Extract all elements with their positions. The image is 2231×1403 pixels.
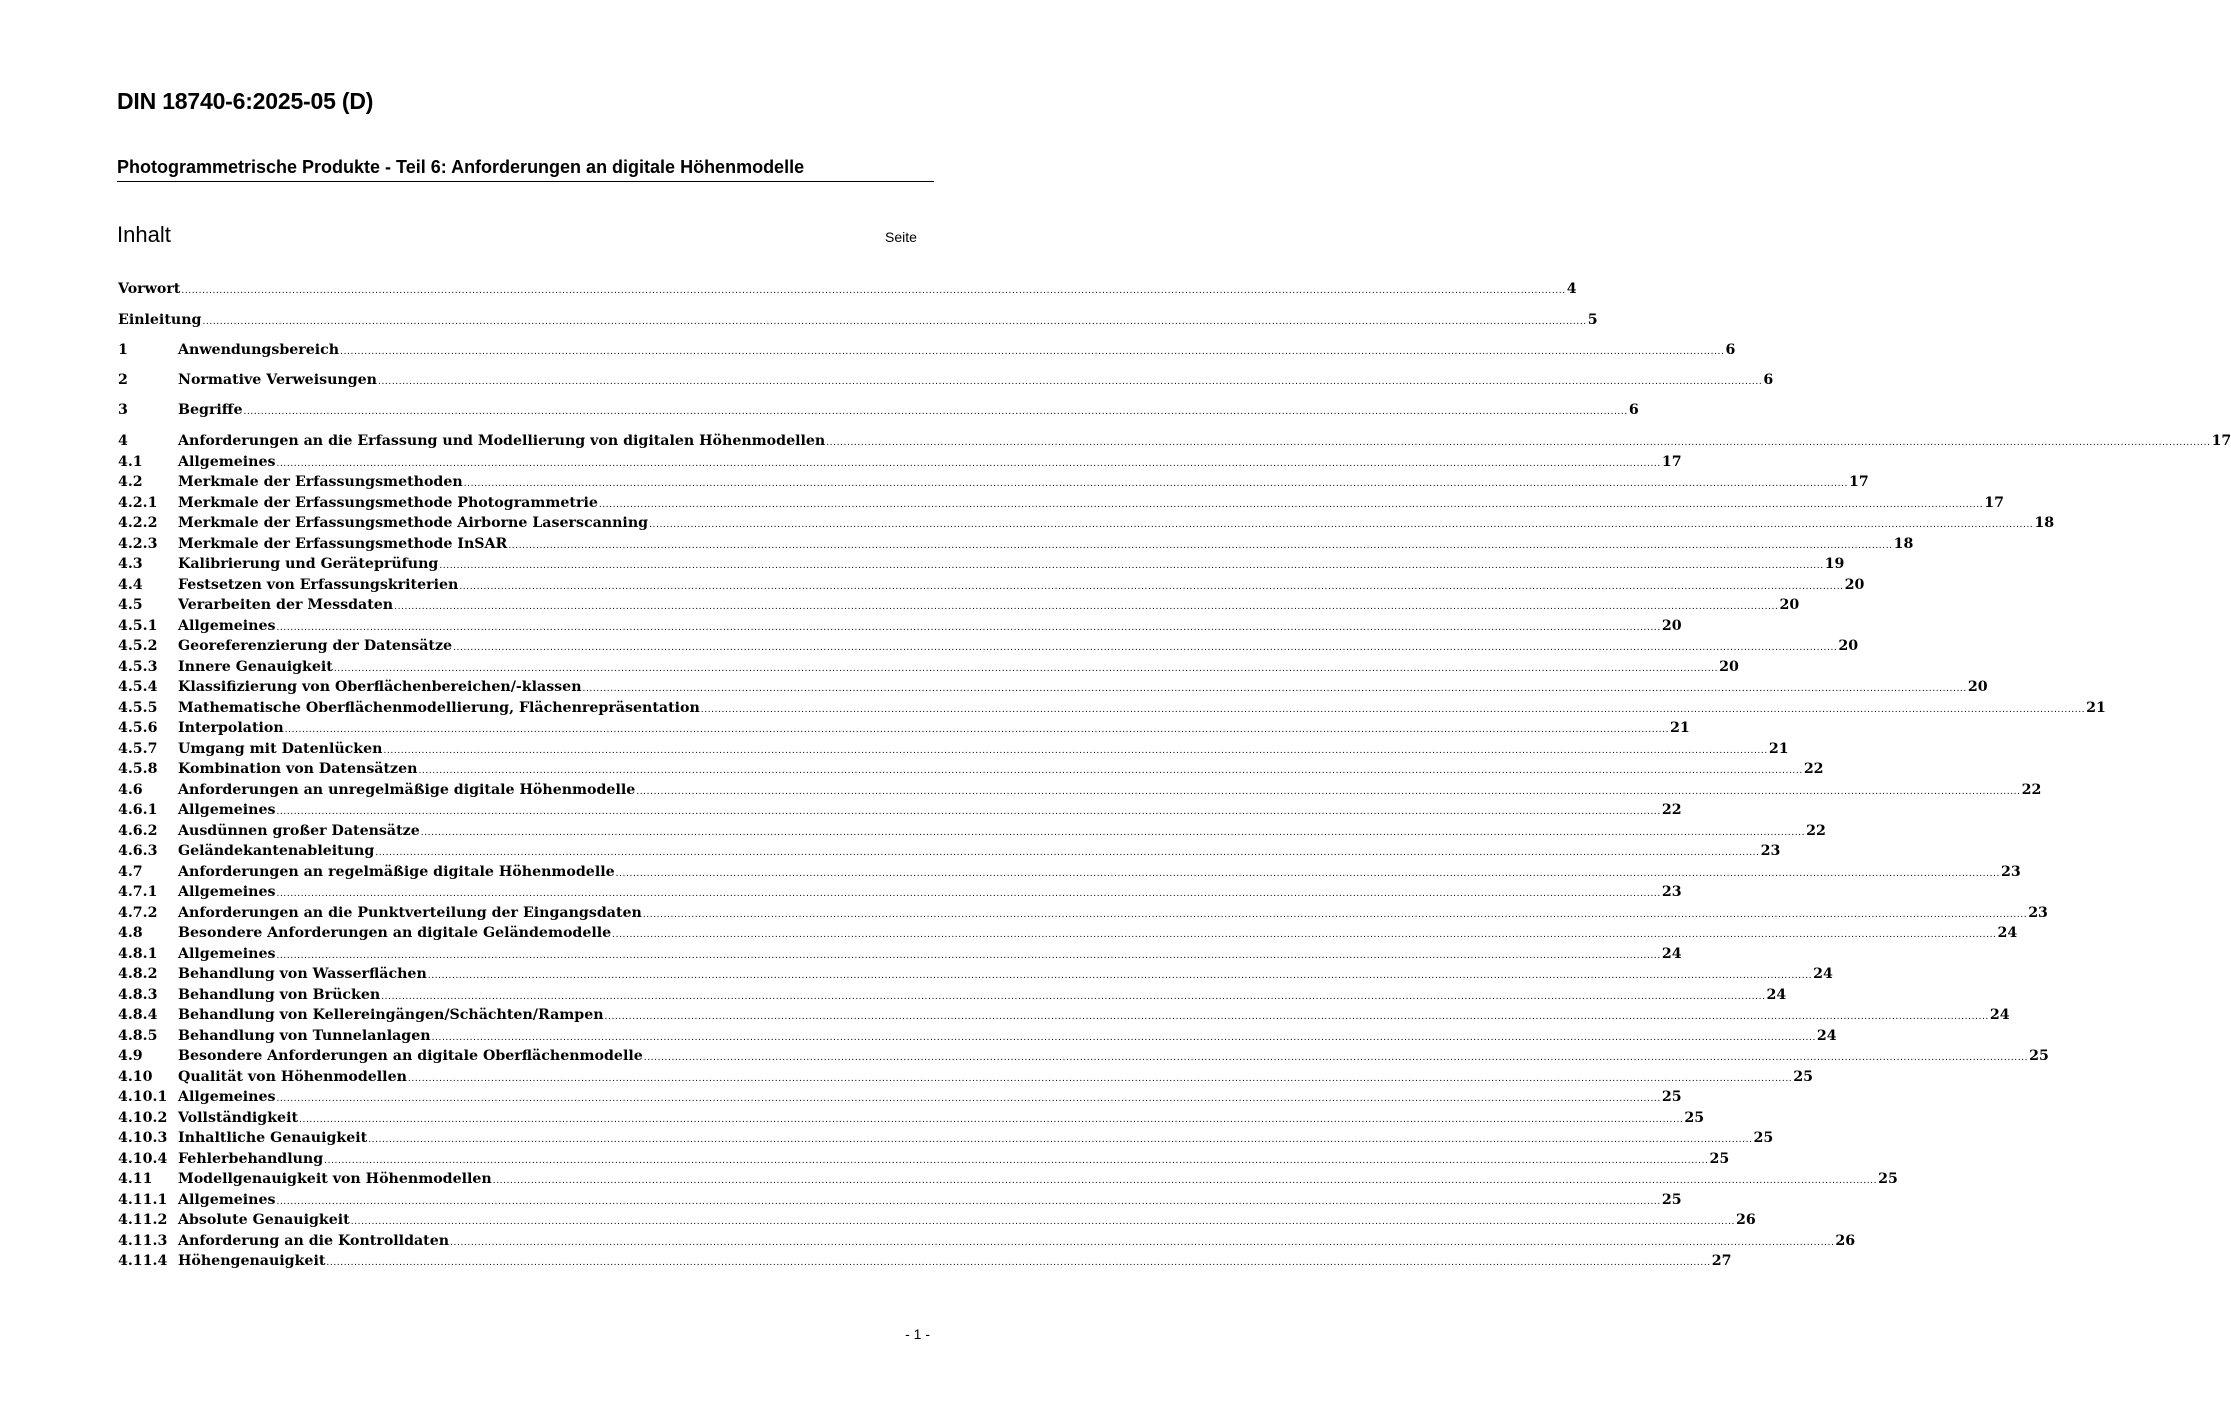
page-number: - 1 - xyxy=(905,1326,930,1342)
toc-entry-number: 4.9 xyxy=(118,1048,143,1064)
toc-leader-dots: ................................................................................................................................................................................................................................................................................................................................................................................................................ xyxy=(394,602,1779,612)
toc-entry-number: 4.6.2 xyxy=(118,822,158,839)
toc-entry-page: 22 xyxy=(2021,781,2042,798)
toc-leader-dots: ................................................................................................................................................................................................................................................................................................................................................................................................................ xyxy=(643,1053,2029,1063)
toc-entry-number: 4.7 xyxy=(118,863,143,880)
toc-entry[interactable] xyxy=(118,534,1914,554)
toc-entry-page: 24 xyxy=(1989,1007,2010,1023)
toc-leader-dots: ................................................................................................................................................................................................................................................................................................................................................................................................................ xyxy=(340,347,1725,357)
toc-entry[interactable] xyxy=(118,780,2042,800)
toc-entry[interactable] xyxy=(118,923,2018,943)
toc-entry-number: 4.10 xyxy=(118,1068,153,1085)
toc-leader-dots: ................................................................................................................................................................................................................................................................................................................................................................................................................ xyxy=(453,643,1838,653)
toc-leader-dots: ................................................................................................................................................................................................................................................................................................................................................................................................................ xyxy=(326,1258,1711,1268)
toc-leader-dots: ................................................................................................................................................................................................................................................................................................................................................................................................................ xyxy=(276,458,1661,469)
toc-leader-dots: ................................................................................................................................................................................................................................................................................................................................................................................................................ xyxy=(407,1073,1793,1084)
toc-entry-page: 19 xyxy=(1824,556,1845,572)
toc-entry-title: Absolute Genauigkeit xyxy=(178,1212,350,1228)
toc-entry[interactable] xyxy=(118,616,1682,636)
toc-leader-dots: ................................................................................................................................................................................................................................................................................................................................................................................................................ xyxy=(439,561,1824,571)
toc-entry-title: Behandlung von Brücken xyxy=(178,986,381,1003)
toc-entry-title: Höhengenauigkeit xyxy=(178,1253,326,1269)
toc-entry-number: 4.6.3 xyxy=(118,843,158,859)
toc-entry-page: 24 xyxy=(1766,986,1787,1003)
toc-leader-dots: ................................................................................................................................................................................................................................................................................................................................................................................................................ xyxy=(284,725,1670,735)
toc-entry[interactable] xyxy=(118,1190,1682,1210)
toc-leader-dots: ................................................................................................................................................................................................................................................................................................................................................................................................................ xyxy=(604,1012,1989,1022)
toc-entry-title: Merkmale der Erfassungsmethode Photogrammetrie xyxy=(178,494,598,511)
toc-entry[interactable] xyxy=(118,1005,2010,1025)
toc-entry-page: 20 xyxy=(1967,679,1988,695)
toc-entry-page: 22 xyxy=(1661,802,1682,818)
toc-entry[interactable] xyxy=(118,657,1739,677)
toc-entry-number: 4.11 xyxy=(118,1171,153,1187)
toc-entry[interactable] xyxy=(118,903,2048,923)
toc-entry[interactable] xyxy=(118,800,1682,820)
toc-entry-page: 25 xyxy=(1793,1068,1814,1085)
toc-leader-dots: ................................................................................................................................................................................................................................................................................................................................................................................................................ xyxy=(333,663,1719,674)
toc-entry[interactable] xyxy=(118,1067,1814,1087)
toc-entry-number: 4.5.6 xyxy=(118,720,158,736)
toc-entry-page: 22 xyxy=(1806,822,1826,839)
toc-leader-dots: ................................................................................................................................................................................................................................................................................................................................................................................................................ xyxy=(450,1237,1835,1248)
toc-entry-number: 4.7.2 xyxy=(118,904,158,921)
toc-entry[interactable] xyxy=(118,472,1869,492)
toc-entry-title: Georeferenzierung der Datensätze xyxy=(178,638,453,654)
toc-entry-number: 4.2 xyxy=(118,474,143,490)
toc-leader-dots: ................................................................................................................................................................................................................................................................................................................................................................................................................ xyxy=(243,407,1628,417)
toc-page-column-label: Seite xyxy=(885,229,917,245)
toc-leader-dots: ................................................................................................................................................................................................................................................................................................................................................................................................................ xyxy=(276,1196,1661,1207)
toc-entry-number: 4.10.2 xyxy=(118,1109,168,1126)
toc-entry-page: 20 xyxy=(1719,658,1739,675)
toc-leader-dots: ................................................................................................................................................................................................................................................................................................................................................................................................................ xyxy=(427,971,1813,981)
toc-entry-title: Anforderungen an regelmäßige digitale Höhenmodelle xyxy=(178,863,615,880)
toc-leader-dots: ................................................................................................................................................................................................................................................................................................................................................................................................................ xyxy=(649,520,2034,530)
toc-entry[interactable] xyxy=(118,1231,1856,1251)
toc-entry[interactable] xyxy=(118,493,2004,513)
toc-entry-number: 4.8 xyxy=(118,925,143,941)
toc-entry-title: Besondere Anforderungen an digitale Oberflächenmodelle xyxy=(178,1048,643,1064)
toc-entry-number: 4.7.1 xyxy=(118,884,158,900)
toc-entry-title: Behandlung von Kellereingängen/Schächten/Rampen xyxy=(178,1007,604,1023)
toc-entry-title: Verarbeiten der Messdaten xyxy=(178,597,394,613)
toc-entry-title: Klassifizierung von Oberflächenbereichen/-klassen xyxy=(178,679,582,695)
toc-entry-number: 4.11.3 xyxy=(118,1232,168,1249)
toc-entry[interactable] xyxy=(118,1169,1898,1189)
toc-entry-number: 4.6 xyxy=(118,781,143,798)
toc-entry[interactable] xyxy=(118,739,1789,759)
toc-leader-dots: ................................................................................................................................................................................................................................................................................................................................................................................................................ xyxy=(350,1217,1736,1227)
toc-entry[interactable] xyxy=(118,841,1781,861)
toc-entry-number: 4.3 xyxy=(118,556,143,572)
toc-entry-page: 21 xyxy=(1768,740,1789,757)
toc-entry[interactable] xyxy=(118,698,2106,718)
toc-entry-title: Vorwort xyxy=(118,281,181,297)
toc-entry[interactable] xyxy=(118,759,1824,779)
toc-entry[interactable] xyxy=(118,1128,1774,1148)
toc-entry-number: 4.2.3 xyxy=(118,535,158,552)
toc-entry-number: 4.5.8 xyxy=(118,761,158,777)
toc-leader-dots: ................................................................................................................................................................................................................................................................................................................................................................................................................ xyxy=(826,438,2211,448)
toc-entry-title: Allgemeines xyxy=(178,1089,276,1105)
toc-entry[interactable] xyxy=(118,370,1774,390)
toc-entry-page: 20 xyxy=(1779,597,1800,613)
toc-entry-number: 4.2.1 xyxy=(118,494,158,511)
toc-entry-page: 24 xyxy=(1661,945,1682,962)
toc-leader-dots: ................................................................................................................................................................................................................................................................................................................................................................................................................ xyxy=(582,684,1967,694)
toc-entry-number: 4.11.1 xyxy=(118,1191,168,1208)
toc-entry[interactable] xyxy=(118,575,1865,595)
toc-entry-title: Normative Verweisungen xyxy=(178,372,377,388)
toc-heading: Inhalt xyxy=(117,222,171,247)
toc-entry-title: Anforderung an die Kontrolldaten xyxy=(178,1232,450,1249)
toc-entry-title: Anwendungsbereich xyxy=(178,342,340,358)
toc-entry-title: Festsetzen von Erfassungskriterien xyxy=(178,576,459,593)
toc-entry[interactable] xyxy=(118,862,2021,882)
toc-entry-title: Allgemeines xyxy=(178,453,276,470)
toc-entry-page: 25 xyxy=(1709,1150,1730,1167)
toc-leader-dots: ................................................................................................................................................................................................................................................................................................................................................................................................................ xyxy=(375,848,1760,858)
toc-entry[interactable] xyxy=(118,1087,1682,1107)
toc-entry-number: 4.5.7 xyxy=(118,740,158,757)
toc-entry-page: 23 xyxy=(2000,863,2021,880)
toc-leader-dots: ................................................................................................................................................................................................................................................................................................................................................................................................................ xyxy=(418,766,1803,776)
toc-entry-number: 4.10.4 xyxy=(118,1150,168,1167)
toc-entry[interactable] xyxy=(118,821,1826,841)
toc-entry-page: 24 xyxy=(1813,966,1833,982)
toc-entry-number: 4.8.5 xyxy=(118,1027,158,1044)
toc-entry[interactable] xyxy=(118,310,1598,330)
toc-entry-title: Kombination von Datensätzen xyxy=(178,761,418,777)
toc-entry-number: 4.1 xyxy=(118,453,143,470)
toc-leader-dots: ................................................................................................................................................................................................................................................................................................................................................................................................................ xyxy=(612,930,1997,940)
toc-entry-page: 4 xyxy=(1566,281,1577,297)
toc-entry-number: 4.5.1 xyxy=(118,617,158,634)
toc-entry[interactable] xyxy=(118,279,1577,299)
toc-entry-number: 2 xyxy=(118,372,128,388)
toc-entry-number: 4.5.3 xyxy=(118,658,158,675)
toc-entry-title: Allgemeines xyxy=(178,884,276,900)
document-title: DIN 18740-6:2025-05 (D) xyxy=(117,88,374,114)
toc-entry-number: 4.5.4 xyxy=(118,679,158,695)
toc-leader-dots: ................................................................................................................................................................................................................................................................................................................................................................................................................ xyxy=(202,317,1587,327)
toc-entry-page: 20 xyxy=(1661,617,1682,634)
toc-entry-page: 18 xyxy=(2034,515,2055,531)
toc-entry-number: 4.5 xyxy=(118,597,143,613)
toc-entry-title: Merkmale der Erfassungsmethode Airborne Laserscanning xyxy=(178,515,649,531)
toc-entry-title: Geländekantenableitung xyxy=(178,843,375,859)
toc-entry[interactable] xyxy=(118,964,1833,984)
toc-entry[interactable] xyxy=(118,1149,1730,1169)
toc-entry-page: 17 xyxy=(1984,494,2004,511)
toc-entry-title: Allgemeines xyxy=(178,945,276,962)
toc-leader-dots: ................................................................................................................................................................................................................................................................................................................................................................................................................ xyxy=(642,909,2028,920)
toc-entry[interactable] xyxy=(118,431,2231,451)
toc-leader-dots: ................................................................................................................................................................................................................................................................................................................................................................................................................ xyxy=(381,991,1766,1002)
toc-entry-title: Allgemeines xyxy=(178,617,276,634)
toc-entry-title: Ausdünnen großer Datensätze xyxy=(178,822,420,839)
toc-entry-page: 23 xyxy=(1760,843,1781,859)
toc-entry[interactable] xyxy=(118,340,1736,360)
toc-entry-title: Interpolation xyxy=(178,720,284,736)
toc-entry-page: 27 xyxy=(1711,1253,1732,1269)
toc-entry-title: Qualität von Höhenmodellen xyxy=(178,1068,407,1085)
toc-entry-number: 1 xyxy=(118,342,128,358)
toc-entry-title: Merkmale der Erfassungsmethode InSAR xyxy=(178,535,508,552)
toc-leader-dots: ................................................................................................................................................................................................................................................................................................................................................................................................................ xyxy=(615,868,2000,879)
toc-entry-title: Einleitung xyxy=(118,312,202,328)
toc-leader-dots: ................................................................................................................................................................................................................................................................................................................................................................................................................ xyxy=(299,1114,1684,1125)
toc-entry-page: 20 xyxy=(1844,576,1865,593)
toc-leader-dots: ................................................................................................................................................................................................................................................................................................................................................................................................................ xyxy=(276,1094,1661,1104)
toc-entry-title: Vollständigkeit xyxy=(178,1109,299,1126)
toc-entry-number: 4.4 xyxy=(118,576,143,593)
toc-entry-page: 6 xyxy=(1763,372,1774,388)
toc-entry[interactable] xyxy=(118,513,2055,533)
toc-entry-page: 25 xyxy=(1878,1171,1898,1187)
toc-leader-dots: ................................................................................................................................................................................................................................................................................................................................................................................................................ xyxy=(368,1135,1753,1145)
toc-entry-page: 24 xyxy=(1816,1027,1837,1044)
toc-leader-dots: ................................................................................................................................................................................................................................................................................................................................................................................................................ xyxy=(431,1032,1816,1043)
toc-entry-number: 4.10.3 xyxy=(118,1130,168,1146)
toc-entry-page: 21 xyxy=(1670,720,1690,736)
toc-leader-dots: ................................................................................................................................................................................................................................................................................................................................................................................................................ xyxy=(463,479,1849,489)
toc-entry-page: 17 xyxy=(1661,453,1682,470)
toc-entry[interactable] xyxy=(118,1210,1756,1230)
toc-entry-number: 4.8.4 xyxy=(118,1007,158,1023)
toc-entry-number: 4 xyxy=(118,433,128,449)
toc-entry-number: 4.8.2 xyxy=(118,966,158,982)
toc-entry[interactable] xyxy=(118,452,1682,472)
toc-entry-page: 26 xyxy=(1835,1232,1856,1249)
toc-entry-number: 3 xyxy=(118,402,128,418)
toc-entry-number: 4.5.5 xyxy=(118,699,158,716)
toc-entry-title: Behandlung von Tunnelanlagen xyxy=(178,1027,431,1044)
toc-entry-title: Merkmale der Erfassungsmethoden xyxy=(178,474,463,490)
toc-entry-title: Mathematische Oberflächenmodellierung, Flächenrepräsentation xyxy=(178,699,700,716)
toc-entry-title: Umgang mit Datenlücken xyxy=(178,740,383,757)
toc-leader-dots: ................................................................................................................................................................................................................................................................................................................................................................................................................ xyxy=(276,889,1661,899)
toc-entry-page: 18 xyxy=(1893,535,1914,552)
toc-entry-title: Fehlerbehandlung xyxy=(178,1150,324,1167)
toc-entry[interactable] xyxy=(118,985,1787,1005)
toc-entry-page: 6 xyxy=(1628,402,1639,418)
toc-entry-title: Behandlung von Wasserflächen xyxy=(178,966,427,982)
toc-entry-title: Anforderungen an unregelmäßige digitale Höhenmodelle xyxy=(178,781,636,798)
toc-entry-page: 22 xyxy=(1803,761,1824,777)
toc-entry[interactable] xyxy=(118,1108,1705,1128)
document-subtitle: Photogrammetrische Produkte - Teil 6: Anforderungen an digitale Höhenmodelle xyxy=(117,157,934,182)
toc-entry-title: Anforderungen an die Erfassung und Modellierung von digitalen Höhenmodellen xyxy=(178,433,826,449)
toc-entry-title: Allgemeines xyxy=(178,1191,276,1208)
toc-entry[interactable] xyxy=(118,1046,2049,1066)
toc-entry[interactable] xyxy=(118,882,1682,902)
toc-entry-number: 4.8.3 xyxy=(118,986,158,1003)
toc-entry-number: 4.5.2 xyxy=(118,638,158,654)
toc-entry-page: 6 xyxy=(1725,342,1736,358)
toc-leader-dots: ................................................................................................................................................................................................................................................................................................................................................................................................................ xyxy=(508,540,1893,551)
toc-leader-dots: ................................................................................................................................................................................................................................................................................................................................................................................................................ xyxy=(276,950,1661,961)
toc-entry-page: 17 xyxy=(1849,474,1869,490)
toc-leader-dots: ................................................................................................................................................................................................................................................................................................................................................................................................................ xyxy=(420,827,1806,838)
toc-entry-page: 5 xyxy=(1587,312,1598,328)
toc-entry[interactable] xyxy=(118,718,1690,738)
toc-leader-dots: ................................................................................................................................................................................................................................................................................................................................................................................................................ xyxy=(377,377,1763,387)
toc-leader-dots: ................................................................................................................................................................................................................................................................................................................................................................................................................ xyxy=(383,745,1768,756)
toc-entry-title: Besondere Anforderungen an digitale Geländemodelle xyxy=(178,925,612,941)
toc-entry-title: Anforderungen an die Punktverteilung der Eingangsdaten xyxy=(178,904,642,921)
toc-leader-dots: ................................................................................................................................................................................................................................................................................................................................................................................................................ xyxy=(492,1176,1878,1186)
toc-entry-page: 23 xyxy=(1661,884,1682,900)
toc-leader-dots: ................................................................................................................................................................................................................................................................................................................................................................................................................ xyxy=(276,807,1661,817)
toc-entry-title: Modellgenauigkeit von Höhenmodellen xyxy=(178,1171,492,1187)
toc-entry-page: 25 xyxy=(2029,1048,2049,1064)
toc-entry-page: 26 xyxy=(1736,1212,1756,1228)
toc-entry-number: 4.11.4 xyxy=(118,1253,168,1269)
toc-entry-title: Begriffe xyxy=(178,402,243,418)
toc-leader-dots: ................................................................................................................................................................................................................................................................................................................................................................................................................ xyxy=(459,581,1844,592)
toc-entry-page: 25 xyxy=(1753,1130,1774,1146)
toc-entry[interactable] xyxy=(118,1251,1732,1271)
toc-leader-dots: ................................................................................................................................................................................................................................................................................................................................................................................................................ xyxy=(324,1155,1709,1166)
toc-entry[interactable] xyxy=(118,636,1859,656)
toc-entry-page: 24 xyxy=(1997,925,2018,941)
toc-entry-page: 21 xyxy=(2086,699,2106,716)
toc-entry-page: 25 xyxy=(1684,1109,1705,1126)
toc-entry-number: 4.11.2 xyxy=(118,1212,168,1228)
toc-leader-dots: ................................................................................................................................................................................................................................................................................................................................................................................................................ xyxy=(700,704,2086,715)
toc-entry[interactable] xyxy=(118,400,1639,420)
toc-leader-dots: ................................................................................................................................................................................................................................................................................................................................................................................................................ xyxy=(276,622,1661,633)
toc-entry-page: 20 xyxy=(1838,638,1859,654)
toc-entry[interactable] xyxy=(118,554,1845,574)
toc-entry-page: 23 xyxy=(2028,904,2048,921)
toc-entry-number: 4.2.2 xyxy=(118,515,158,531)
toc-leader-dots: ................................................................................................................................................................................................................................................................................................................................................................................................................ xyxy=(598,499,1984,510)
toc-entry-title: Innere Genauigkeit xyxy=(178,658,333,675)
toc-entry-number: 4.8.1 xyxy=(118,945,158,962)
toc-entry[interactable] xyxy=(118,595,1800,615)
toc-entry-title: Allgemeines xyxy=(178,802,276,818)
toc-entry[interactable] xyxy=(118,677,1988,697)
toc-entry-title: Inhaltliche Genauigkeit xyxy=(178,1130,368,1146)
toc-entry-number: 4.10.1 xyxy=(118,1089,168,1105)
toc-entry-page: 17 xyxy=(2211,433,2231,449)
toc-entry[interactable] xyxy=(118,944,1682,964)
toc-entry[interactable] xyxy=(118,1026,1837,1046)
toc-entry-title: Kalibrierung und Geräteprüfung xyxy=(178,556,439,572)
toc-entry-page: 25 xyxy=(1661,1089,1682,1105)
toc-leader-dots: ................................................................................................................................................................................................................................................................................................................................................................................................................ xyxy=(181,286,1566,296)
toc-entry-page: 25 xyxy=(1661,1191,1682,1208)
toc-entry-number: 4.6.1 xyxy=(118,802,158,818)
toc-leader-dots: ................................................................................................................................................................................................................................................................................................................................................................................................................ xyxy=(636,786,2021,797)
